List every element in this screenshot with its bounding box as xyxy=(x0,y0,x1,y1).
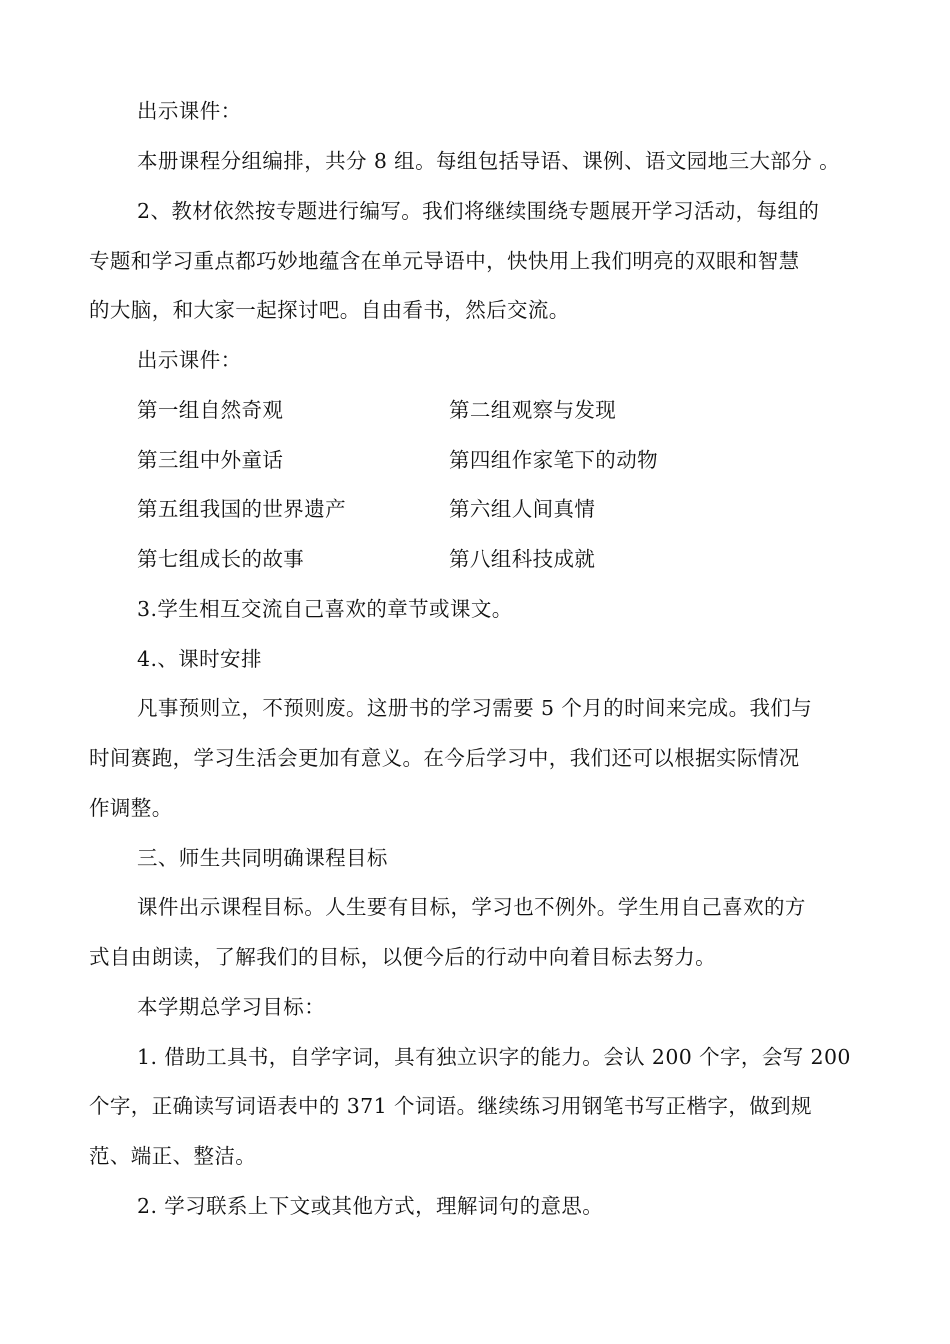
paragraph-line: 课件出示课程目标。人生要有目标，学习也不例外。学生用自己喜欢的方 xyxy=(137,895,806,919)
paragraph-line: 2、教材依然按专题进行编写。我们将继续围绕专题展开学习活动，每组的 xyxy=(137,199,820,223)
paragraph-line: 个字，正确读写词语表中的 371 个词语。继续练习用钢笔书写正楷字，做到规 xyxy=(89,1094,812,1118)
section-heading: 4.、课时安排 xyxy=(137,647,262,671)
paragraph-line: 范、端正、整洁。 xyxy=(89,1144,257,1168)
paragraph-line: 出示课件： xyxy=(137,99,242,123)
group-item: 第六组人间真情 xyxy=(449,497,596,521)
group-item: 第五组我国的世界遗产 xyxy=(137,497,346,521)
paragraph-line: 时间赛跑，学习生活会更加有意义。在今后学习中，我们还可以根据实际情况 xyxy=(89,746,800,770)
group-item: 第一组自然奇观 xyxy=(137,398,284,422)
paragraph-line: 本学期总学习目标： xyxy=(137,995,326,1019)
group-item: 第七组成长的故事 xyxy=(137,547,305,571)
paragraph-line: 出示课件： xyxy=(137,348,242,372)
paragraph-line: 本册课程分组编排，共分 8 组。每组包括导语、课例、语文园地三大部分 。 xyxy=(137,149,840,173)
paragraph-line: 的大脑，和大家一起探讨吧。自由看书，然后交流。 xyxy=(89,298,570,322)
paragraph-line: 式自由朗读，了解我们的目标，以便今后的行动中向着目标去努力。 xyxy=(89,945,716,969)
paragraph-line: 1. 借助工具书，自学字词，具有独立识字的能力。会认 200 个字，会写 200 xyxy=(137,1045,851,1069)
paragraph-line: 3.学生相互交流自己喜欢的章节或课文。 xyxy=(137,597,513,621)
paragraph-line: 凡事预则立，不预则废。这册书的学习需要 5 个月的时间来完成。我们与 xyxy=(137,696,813,720)
paragraph-line: 作调整。 xyxy=(89,796,173,820)
paragraph-line: 2. 学习联系上下文或其他方式，理解词句的意思。 xyxy=(137,1194,604,1218)
group-item: 第八组科技成就 xyxy=(449,547,596,571)
group-item: 第二组观察与发现 xyxy=(449,398,617,422)
paragraph-line: 专题和学习重点都巧妙地蕴含在单元导语中，快快用上我们明亮的双眼和智慧 xyxy=(89,249,800,273)
group-item: 第四组作家笔下的动物 xyxy=(449,448,658,472)
section-heading: 三、师生共同明确课程目标 xyxy=(137,846,388,870)
group-item: 第三组中外童话 xyxy=(137,448,284,472)
